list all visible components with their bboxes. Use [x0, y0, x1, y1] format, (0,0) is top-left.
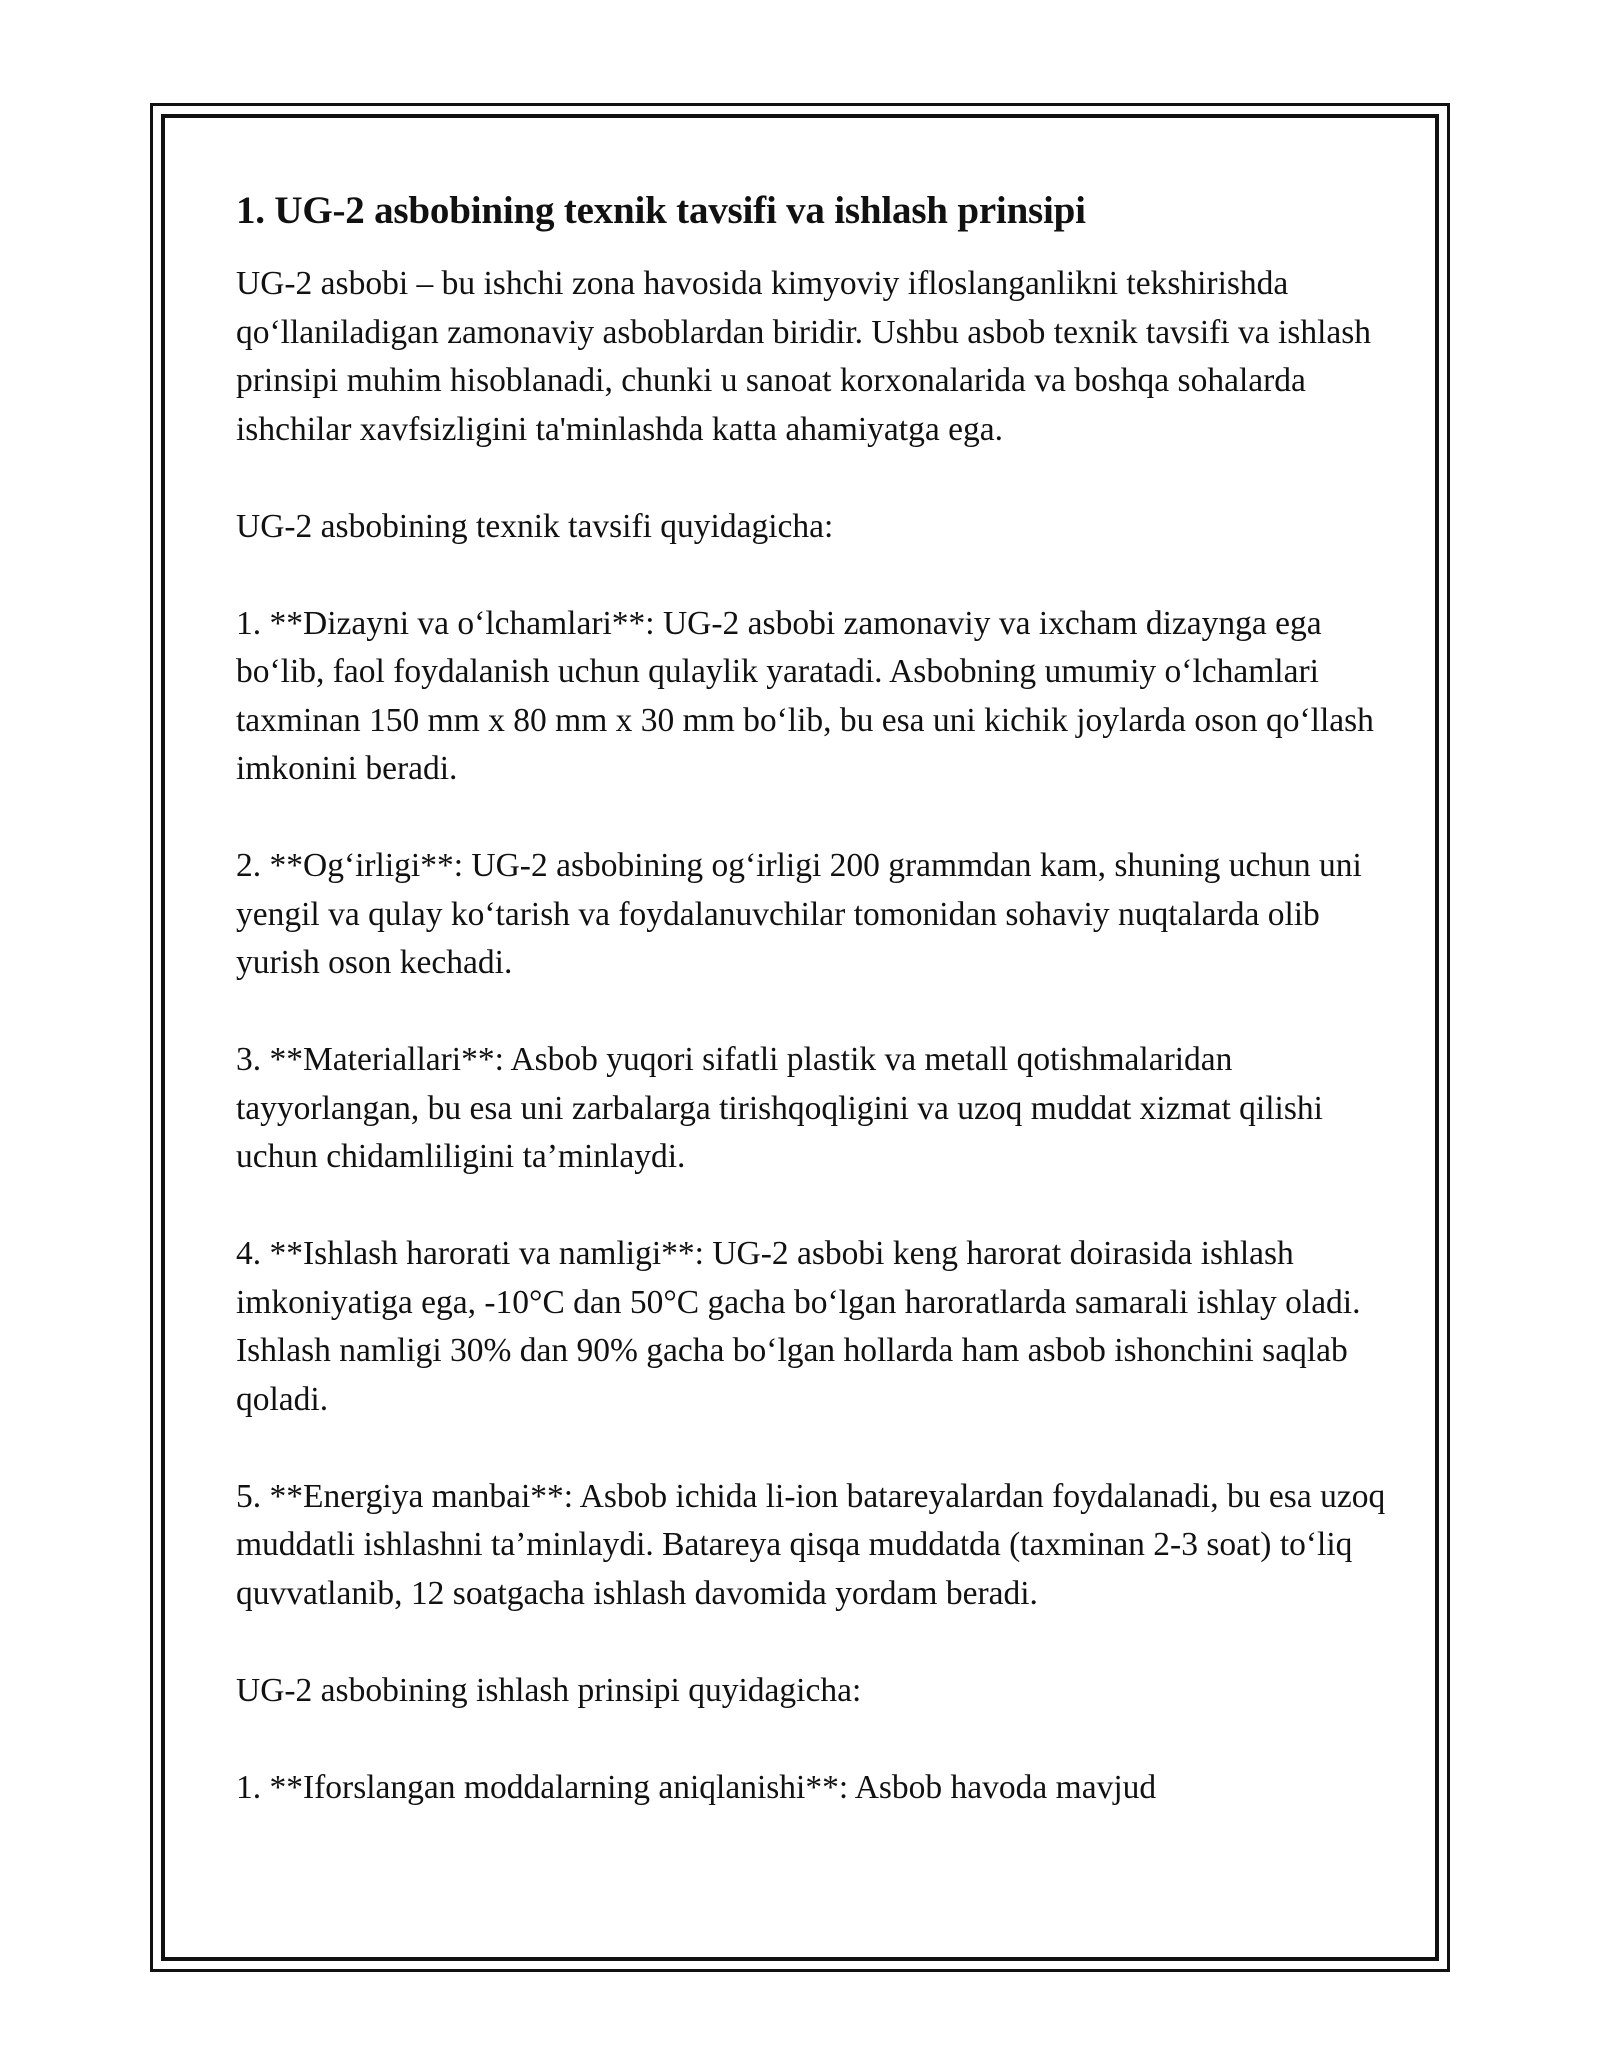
paragraph-weight: 2. **Og‘irligi**: UG-2 asbobining og‘irligi 200 grammdan kam, shuning uchun uni yengil va qulay ko‘tarish va foydalanuvchilar tomonidan sohaviy nuqtalarda olib yurish oson kechadi.: [236, 847, 1362, 981]
paragraph-intro: UG-2 asbobi – bu ishchi zona havosida kimyoviy ifloslanganlikni tekshirishda qo‘llaniladigan zamonaviy asboblardan biridir. Ushbu asbob texnik tavsifi va ishlash prinsipi muhim hisoblanadi, chunki u sanoat korxonalarida va boshqa sohalarda ishchilar xavfsizligini ta'minlashda katta ahamiyatga ega.: [236, 265, 1372, 448]
paragraph-power-source: 5. **Energiya manbai**: Asbob ichida li-ion batareyalardan foydalanadi, bu esa uzoq muddatli ishlashni ta’minlaydi. Batareya qisqa muddatda (taxminan 2-3 soat) to‘liq quvvatlanib, 12 soatgacha ishlash davomida yordam beradi.: [236, 1477, 1386, 1612]
document-title: 1. UG-2 asbobining texnik tavsifi va ishlash prinsipi: [236, 189, 1086, 232]
paragraph-detection: 1. **Iforslangan moddalarning aniqlanishi**: Asbob havoda mavjud: [236, 1768, 1157, 1806]
paragraph-design-dimensions: 1. **Dizayni va o‘lchamlari**: UG-2 asbobi zamonaviy va ixcham dizaynga ega bo‘lib, faol foydalanish uchun qulaylik yaratadi. Asbobning umumiy o‘lchamlari taxminan 150 mm x 80 mm x 30 mm bo‘lib, bu esa uni kichik joylarda oson qo‘llash imkonini beradi.: [236, 604, 1374, 787]
paragraph-temperature-humidity: 4. **Ishlash harorati va namligi**: UG-2 asbobi keng harorat doirasida ishlash imkoniyatiga ega, -10°C dan 50°C gacha bo‘lgan haroratlarda samarali ishlay oladi. Ishlash namligi 30% dan 90% gacha bo‘lgan hollarda ham asbob ishonchini saqlab qoladi.: [236, 1235, 1361, 1418]
document-body: [236, 186, 1386, 1812]
paragraph-materials: 3. **Materiallari**: Asbob yuqori sifatli plastik va metall qotishmalaridan tayyorlangan, bu esa uni zarbalarga tirishqoqligini va uzoq muddat xizmat qilishi uchun chidamliligini ta’minlaydi.: [236, 1041, 1323, 1175]
paragraph-principle-heading: UG-2 asbobining ishlash prinsipi quyidagicha:: [236, 1671, 862, 1709]
paragraph-spec-heading: UG-2 asbobining texnik tavsifi quyidagicha:: [236, 507, 834, 545]
